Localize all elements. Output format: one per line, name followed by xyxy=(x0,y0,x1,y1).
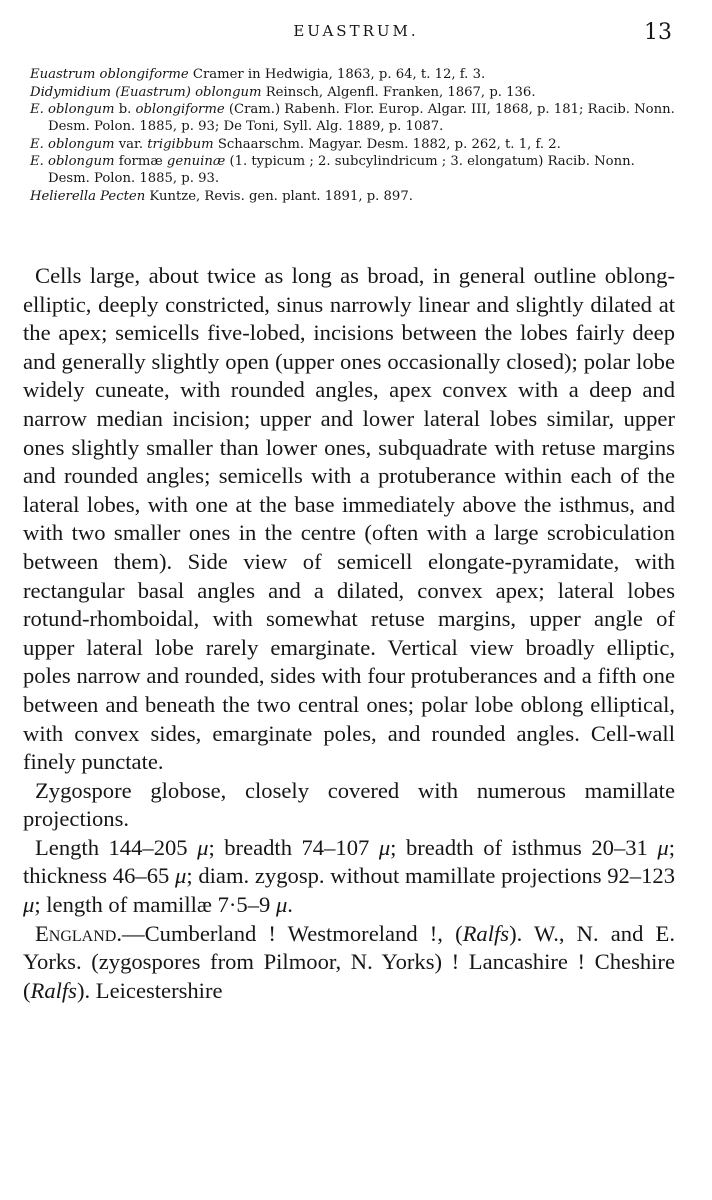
dimension-text: ; diam. zygosp. without mamillate projections 92–123 xyxy=(186,863,675,889)
collector-name: Ralfs xyxy=(462,920,510,946)
taxon-name: oblongum xyxy=(48,136,115,152)
citation: Schaarschm. Magyar. Desm. 1882, p. 262, t. 1, f. 2. xyxy=(213,136,561,152)
page-header xyxy=(0,20,712,46)
synonym-entry xyxy=(30,66,675,83)
dimension-text: ; breadth of isthmus 20–31 xyxy=(390,834,658,860)
infraspecific-name: trigibbum xyxy=(147,136,214,152)
dimension-text: ; length of mamillæ 7·5–9 xyxy=(34,892,276,918)
synonym-entry xyxy=(30,84,675,101)
citation: Reinsch, Algenfl. Franken, 1867, p. 136. xyxy=(261,84,536,100)
genus-abbrev: E. xyxy=(30,136,49,152)
taxon-name: Didymidium (Euastrum) oblongum xyxy=(30,84,262,100)
citation: (1. typicum ; 2. subcylindricum ; 3. elongatum) Racib. Nonn. Desm. Polon. 1885, p. 93. xyxy=(48,154,635,186)
collector-name: Ralfs xyxy=(30,977,77,1003)
citation: Cramer in Hedwigia, 1863, p. 64, t. 12, f. 3. xyxy=(188,67,486,82)
locality-text: ). W., N. and E. Yorks. (zygospores from Pilmoor, N. Yorks) ! Lancashire ! Cheshire ( xyxy=(23,920,675,1003)
distribution-paragraph xyxy=(23,920,675,1006)
taxon-name: oblongum xyxy=(48,154,115,169)
description-paragraph: Cells large, about twice as long as broad, in general outline oblong-elliptic, deeply constricted, sinus narrowly linear and slightly dilated at the apex; semicells five-lobed, incisions between the lobes fairly deep and generally slightly open (upper ones occasionally closed); polar lobe widely cuneate, with rounded angles, apex convex with a deep and narrow median incision; upper and lower lateral lobes similar, upper ones slightly smaller than lower ones, subquadrate with retuse margins and rounded angles; semicells with a protuberance within each of the lateral lobes, with one at the base immediately above the isthmus, and with two smaller ones in the centre (often with a large scrobiculation between them). Side view of semicell elongate-pyramidate, with rectangular basal angles and a dilated, convex apex; lateral lobes rotund-rhomboidal, with somewhat retuse margins, upper angle of upper lateral lobe rarely emarginate. Vertical view broadly elliptic, poles narrow and rounded, sides with four protuberances and a fifth one between and beneath the two central ones; polar lobe oblong elliptical, with convex sides, emarginate poles, and rounded angles. Cell-wall finely punctate. xyxy=(23,263,675,775)
infraspecific-name: genuinæ xyxy=(166,154,226,169)
genus-abbrev: E. xyxy=(30,154,49,169)
micron-unit: μ xyxy=(378,834,391,860)
taxon-name: Helierella Pecten xyxy=(30,188,146,204)
running-title: EUASTRUM. xyxy=(293,22,419,40)
dimensions-paragraph xyxy=(23,834,675,920)
infraspecific-name: oblongiforme xyxy=(135,102,225,117)
locality-text: ). Leicestershire xyxy=(76,977,223,1003)
country-heading: England. xyxy=(35,920,122,946)
micron-unit: μ xyxy=(175,863,187,889)
micron-unit: μ xyxy=(275,892,288,918)
synonym-entry xyxy=(30,153,675,187)
synonym-entry xyxy=(30,136,675,153)
species-description xyxy=(23,262,675,1005)
rank: var. xyxy=(114,136,148,152)
micron-unit: μ xyxy=(197,834,209,860)
rank: b. xyxy=(114,102,136,117)
synonym-entry xyxy=(30,101,675,135)
dimension-text: ; breadth 74–107 xyxy=(208,834,379,860)
zygospore-paragraph: Zygospore globose, closely covered with numerous mamillate projections. xyxy=(23,777,675,832)
citation: (Cram.) Rabenh. Flor. Europ. Algar. III, 1868, p. 181; Racib. Nonn. Desm. Polon. 1885, p. 93; De Toni, Syll. Alg. 1889, p. 1087. xyxy=(48,102,675,134)
genus-abbrev: E. xyxy=(30,102,49,117)
taxon-name: oblongum xyxy=(48,102,115,117)
locality-text: —Cumberland ! Westmoreland !, ( xyxy=(122,920,463,946)
citation: Kuntze, Revis. gen. plant. 1891, p. 897. xyxy=(145,188,413,204)
dimension-text: . xyxy=(287,892,293,918)
synonym-entry xyxy=(30,188,675,205)
dimension-text: Length 144–205 xyxy=(35,834,198,860)
rank: formæ xyxy=(114,154,167,169)
micron-unit: μ xyxy=(23,892,35,918)
synonymy-list xyxy=(30,66,675,205)
page-number: 13 xyxy=(644,20,672,45)
dimension-text: ; thickness 46–65 xyxy=(23,834,675,889)
taxon-name: Euastrum oblongiforme xyxy=(30,67,189,82)
micron-unit: μ xyxy=(657,834,669,860)
